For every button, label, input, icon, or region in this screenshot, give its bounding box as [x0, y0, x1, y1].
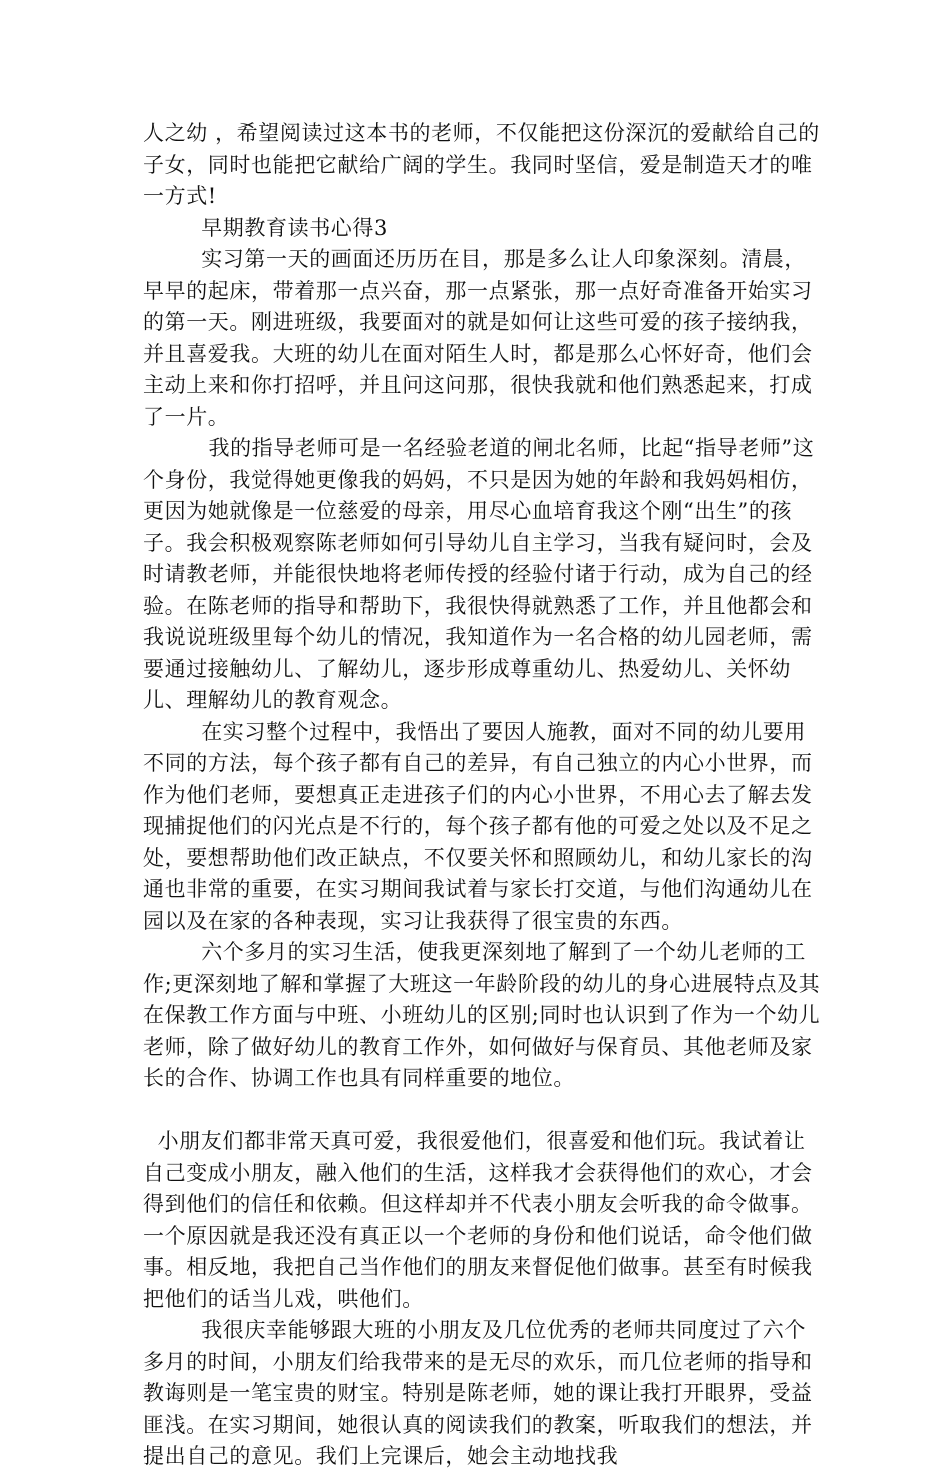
paragraph-first-day: 实习第一天的画面还历历在目，那是多么让人印象深刻。清晨，早早的起床，带着那一点兴奋，那一点紧张，那一点好奇准备开始实习的第一天。刚进班级，我要面对的就是如何让这些可爱的孩子接纳我，并且喜爱我。大班的幼儿在面对陌生人时，都是那么心怀好奇，他们会主动上来和你打招呼，并且问这问那，很快我就和他们熟悉起来，打成了一片。: [143, 247, 813, 429]
section-heading: 早期教育读书心得3: [143, 215, 388, 240]
paragraph-children: 小朋友们都非常天真可爱，我很爱他们，很喜爱和他们玩。我试着让自己变成小朋友，融入他们的生活，这样我才会获得他们的欢心，才会得到他们的信任和依赖。但这样却并不代表小朋友会听我的命令做事。一个原因就是我还没有真正以一个老师的身份和他们说话，命令他们做事。相反地，我把自己当作他们的朋友来督促他们做事。甚至有时候我把他们的话当儿戏，哄他们。: [143, 1129, 813, 1311]
paragraph-six-months: 六个多月的实习生活，使我更深刻地了解到了一个幼儿老师的工作;更深刻地了解和掌握了大班这一年龄阶段的幼儿的身心进展特点及其在保教工作方面与中班、小班幼儿的区别;同时也认识到了作为一个幼儿老师，除了做好幼儿的教育工作外，如何做好与保育员、其他老师及家长的合作、协调工作也具有同样重要的地位。: [143, 940, 821, 1090]
paragraph-mentor: 我的指导老师可是一名经验老道的闸北名师，比起“指导老师”这个身份，我觉得她更像我的妈妈，不只是因为她的年龄和我妈妈相仿，更因为她就像是一位慈爱的母亲，用尽心血培育我这个刚“出生”的孩子。我会积极观察陈老师如何引导幼儿自主学习，当我有疑问时，会及时请教老师，并能很快地将老师传授的经验付诸于行动，成为自己的经验。在陈老师的指导和帮助下，我很快得就熟悉了工作，并且他都会和我说说班级里每个幼儿的情况，我知道作为一名合格的幼儿园老师，需要通过接触幼儿、了解幼儿，逐步形成尊重幼儿、热爱幼儿、关怀幼儿、理解幼儿的教育观念。: [143, 436, 815, 712]
paragraph-teaching-method: 在实习整个过程中，我悟出了要因人施教，面对不同的幼儿要用不同的方法，每个孩子都有自己的差异，有自己独立的内心小世界，而作为他们老师，要想真正走进孩子们的内心小世界，不用心去了解去发现捕捉他们的闪光点是不行的，每个孩子都有他的可爱之处以及不足之处，要想帮助他们改正缺点，不仅要关怀和照顾幼儿，和幼儿家长的沟通也非常的重要，在实习期间我试着与家长打交道，与他们沟通幼儿在园以及在家的各种表现，实习让我获得了很宝贵的东西。: [143, 719, 813, 933]
paragraph-gratitude: 我很庆幸能够跟大班的小朋友及几位优秀的老师共同度过了六个多月的时间，小朋友们给我带来的是无尽的欢乐，而几位老师的指导和教诲则是一笔宝贵的财宝。特别是陈老师，她的课让我打开眼界，受益匪浅。在实习期间，她很认真的阅读我们的教案，听取我们的想法，并提出自己的意见。我们上完课后，她会主动地找我: [143, 1318, 813, 1468]
paragraph-continuation: 人之幼 ，希望阅读过这本书的老师，不仅能把这份深沉的爱献给自己的子女，同时也能把它献给广阔的学生。我同时坚信，爱是制造天才的唯一方式!: [143, 121, 820, 208]
blank-line: [143, 1095, 825, 1127]
document-body: [143, 118, 825, 1473]
